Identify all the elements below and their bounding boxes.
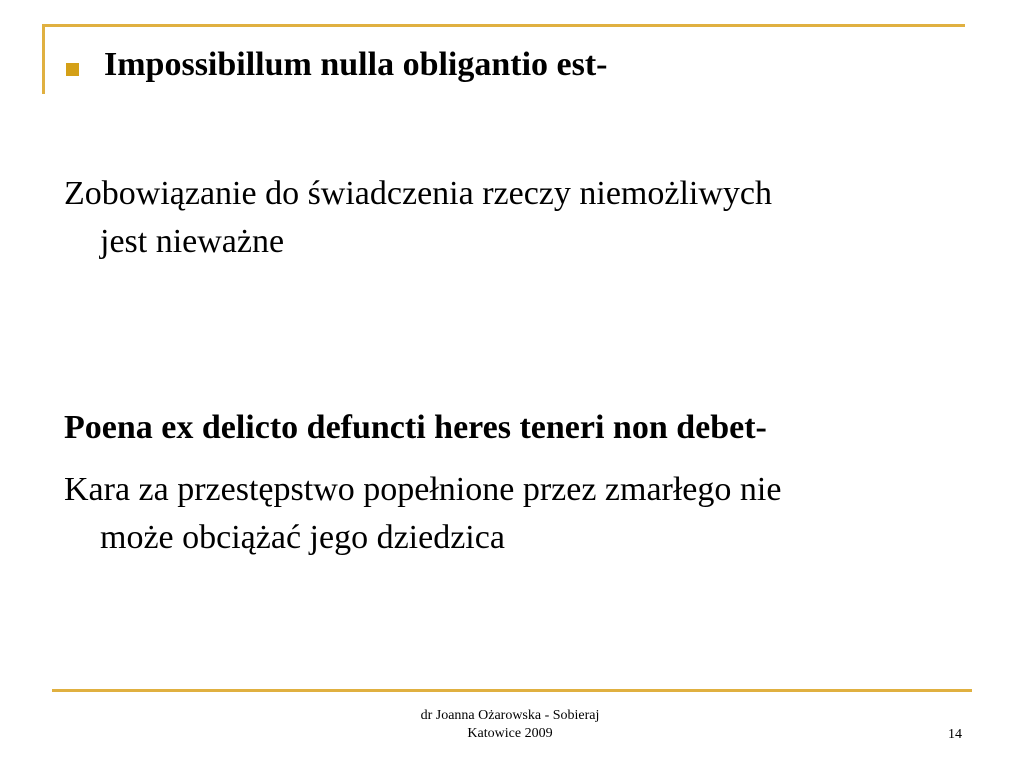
paragraph-3-line-1: Kara za przestępstwo popełnione przez zmarłego nie [64,471,782,508]
footer-author-block [360,707,660,743]
frame-top-line [42,24,965,27]
paragraph-3-line-2: może obciążać jego dziedzica [100,519,505,556]
page-number: 14 [948,727,962,742]
footer-author: dr Joanna Ożarowska - Sobieraj [420,708,600,723]
paragraph-translation-1 [64,170,964,266]
bullet-square-icon [66,63,79,76]
slide-title: Impossibillum nulla obligantio est- [104,46,608,83]
paragraph-translation-2 [64,466,964,562]
latin-maxim-2 [64,404,964,452]
footer-place-year: Katowice 2009 [467,726,553,741]
paragraph-1-line-2: jest nieważne [100,223,285,260]
paragraph-1-line-1: Zobowiązanie do świadczenia rzeczy niemożliwych [64,175,773,212]
paragraph-2-line-1: Poena ex delicto defuncti heres teneri non debet- [64,409,767,446]
footer-divider [52,689,972,692]
frame-left-line [42,24,45,94]
